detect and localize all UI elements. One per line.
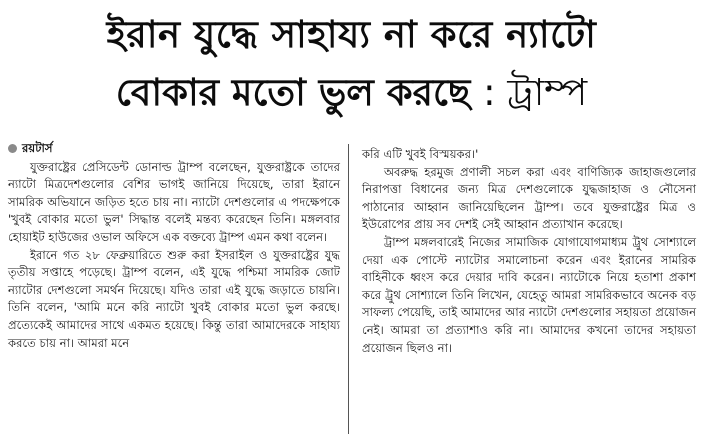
- headline-attribution: : ট্রাম্প: [483, 71, 588, 114]
- article-column-right: [362, 146, 696, 357]
- headline-line-2: [0, 64, 703, 122]
- bullet-icon: [8, 144, 17, 153]
- column-divider: [348, 144, 349, 434]
- paragraph: ইরানে গত ২৮ ফেব্রুয়ারিতে শুরু করা ইসরাইল ও যুক্তরাষ্ট্রের যুদ্ধ তৃতীয় সপ্তাহে পড়েছে। ট্রাম্প বলেন, এই যুদ্ধে পশ্চিমা সামরিক জোট ন্যাটোর দেশগুলো সমর্থন দিয়েছে। যদিও তারা এই যুদ্ধে জড়াতে চায়নি। তিনি বলেন, 'আমি মনে করি ন্যাটো খুবই বোকার মতো ভুল করছে। প্রত্যেকেই আমাদের সাথে একমত হয়েছে। কিন্তু তারা আমাদেরকে সাহায্য করতে চায় না। আমরা মনে: [8, 247, 340, 350]
- paragraph: করি এটি খুবই বিস্ময়কর।': [362, 147, 479, 161]
- paragraph: যুক্তরাষ্ট্রের প্রেসিডেন্ট ডোনাল্ড ট্রাম্প বলেছেন, যুক্তরাষ্ট্রকে তাদের ন্যাটো মিত্রদেশগুলোর বেশির ভাগই জানিয়ে দিয়েছে, তারা ইরানে সামরিক অভিযানে জড়িত হতে চায় না। ন্যাটো দেশগুলোর এ পদক্ষেপকে 'খুবই বোকার মতো ভুল' সিদ্ধান্ত বলেই মন্তব্য করেছেন তিনি। মঙ্গলবার হোয়াইট হাউজের ওভাল অফিসে এক বক্তব্যে ট্রাম্প এমন কথা বলেন।: [8, 159, 340, 244]
- byline-source: রয়টার্স: [22, 141, 53, 155]
- paragraph: ট্রাম্প মঙ্গলবারেই নিজের সামাজিক যোগাযোগমাধ্যম ট্রুথ সোশ্যালে দেয়া এক পোস্টে ন্যাটোর সমালোচনা করেন এবং ইরানের সামরিক বাহিনীকে ধ্বংস করে দেয়ার দাবি করেন। ন্যাটোকে নিয়ে হতাশা প্রকাশ করে ট্রুথ সোশ্যালে তিনি লিখেন, যেহেতু আমরা সামরিকভাবে অনেক বড় সাফল্য পেয়েছি, তাই আমাদের আর ন্যাটো দেশগুলোর সহায়তা প্রয়োজন নেই। আমরা তা প্রত্যাশাও করি না। আমাদের কখনো তাদের সহায়তা প্রয়োজন ছিলও না।: [362, 234, 696, 355]
- headline-line-1: ইরান যুদ্ধে সাহায্য না করে ন্যাটো: [106, 13, 597, 56]
- byline: [8, 140, 340, 158]
- article-column-left: [8, 140, 340, 352]
- headline: [0, 6, 703, 122]
- headline-line-2-text: বোকার মতো ভুল করছে: [115, 71, 471, 114]
- paragraph: অবরুদ্ধ হরমুজ প্রণালী সচল করা এবং বাণিজ্যিক জাহাজগুলোর নিরাপত্তা বিধানের জন্য মিত্র দেশগুলোকে যুদ্ধজাহাজ ও নৌসেনা পাঠানোর আহ্বান জানিয়েছিলেন ট্রাম্প। তবে যুক্তরাষ্ট্রের মিত্র ও ইউরোপের প্রায় সব দেশই সেই আহ্বান প্রত্যাখান করেছে।: [362, 164, 696, 232]
